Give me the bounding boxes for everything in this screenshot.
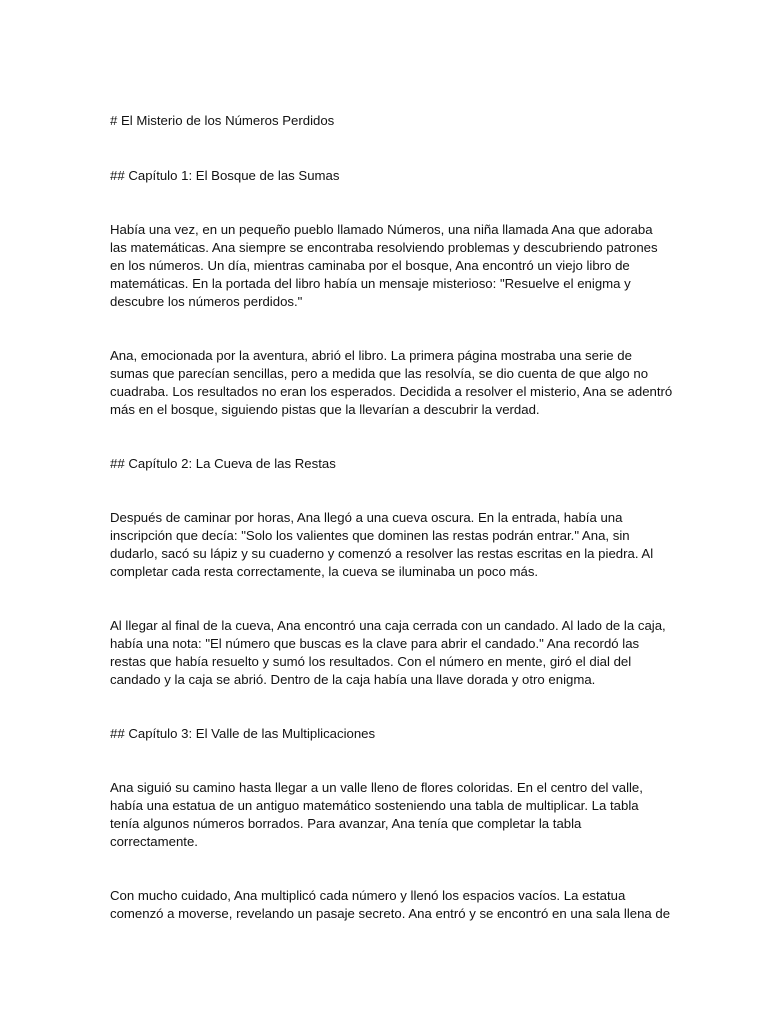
paragraph-line: Con mucho cuidado, Ana multiplicó cada número y llenó los espacios vacíos. La estatua <box>110 888 626 903</box>
paragraph-line: había una estatua de un antiguo matemático sosteniendo una tabla de multiplicar. La tabla <box>110 798 639 813</box>
paragraph-line: las matemáticas. Ana siempre se encontraba resolviendo problemas y descubriendo patrones <box>110 240 658 255</box>
paragraph-line: restas que había resuelto y sumó los resultados. Con el número en mente, giró el dial del <box>110 654 632 669</box>
paragraph-line: Ana siguió su camino hasta llegar a un valle lleno de flores coloridas. En el centro del valle, <box>110 780 643 795</box>
chapter-3-heading: ## Capítulo 3: El Valle de las Multiplicaciones <box>110 726 376 741</box>
paragraph-line: tenía algunos números borrados. Para avanzar, Ana tenía que completar la tabla <box>110 816 582 831</box>
paragraph-line: Al llegar al final de la cueva, Ana encontró una caja cerrada con un candado. Al lado de la caja, <box>110 618 666 633</box>
document-title: # El Misterio de los Números Perdidos <box>110 113 335 128</box>
paragraph-line: más en el bosque, siguiendo pistas que la llevarían a descubrir la verdad. <box>110 402 540 417</box>
paragraph-line: inscripción que decía: "Solo los valientes que dominen las restas podrán entrar." Ana, sin <box>110 528 630 543</box>
paragraph-line: sumas que parecían sencillas, pero a medida que las resolvía, se dio cuenta de que algo no <box>110 366 649 381</box>
chapter-2-heading: ## Capítulo 2: La Cueva de las Restas <box>110 456 336 471</box>
paragraph-line: comenzó a moverse, revelando un pasaje secreto. Ana entró y se encontró en una sala llena de <box>110 906 671 921</box>
chapter-1-heading: ## Capítulo 1: El Bosque de las Sumas <box>110 168 340 183</box>
paragraph-line: Había una vez, en un pequeño pueblo llamado Números, una niña llamada Ana que adoraba <box>110 222 653 237</box>
paragraph-line: en los números. Un día, mientras caminaba por el bosque, Ana encontró un viejo libro de <box>110 258 630 273</box>
paragraph-line: candado y la caja se abrió. Dentro de la caja había una llave dorada y otro enigma. <box>110 672 596 687</box>
paragraph-line: completar cada resta correctamente, la cueva se iluminaba un poco más. <box>110 564 539 579</box>
paragraph-line: había una nota: "El número que buscas es la clave para abrir el candado." Ana recordó las <box>110 636 640 651</box>
paragraph-line: Ana, emocionada por la aventura, abrió el libro. La primera página mostraba una serie de <box>110 348 632 363</box>
paragraph-line: dudarlo, sacó su lápiz y su cuaderno y comenzó a resolver las restas escritas en la piedra. Al <box>110 546 654 561</box>
paragraph-line: cuadraba. Los resultados no eran los esperados. Decidida a resolver el misterio, Ana se adentró <box>110 384 673 399</box>
paragraph-line: correctamente. <box>110 834 198 849</box>
paragraph-line: descubre los números perdidos." <box>110 294 303 309</box>
paragraph-line: matemáticas. En la portada del libro había un mensaje misterioso: "Resuelve el enigma y <box>110 276 631 291</box>
paragraph-line: Después de caminar por horas, Ana llegó a una cueva oscura. En la entrada, había una <box>110 510 623 525</box>
